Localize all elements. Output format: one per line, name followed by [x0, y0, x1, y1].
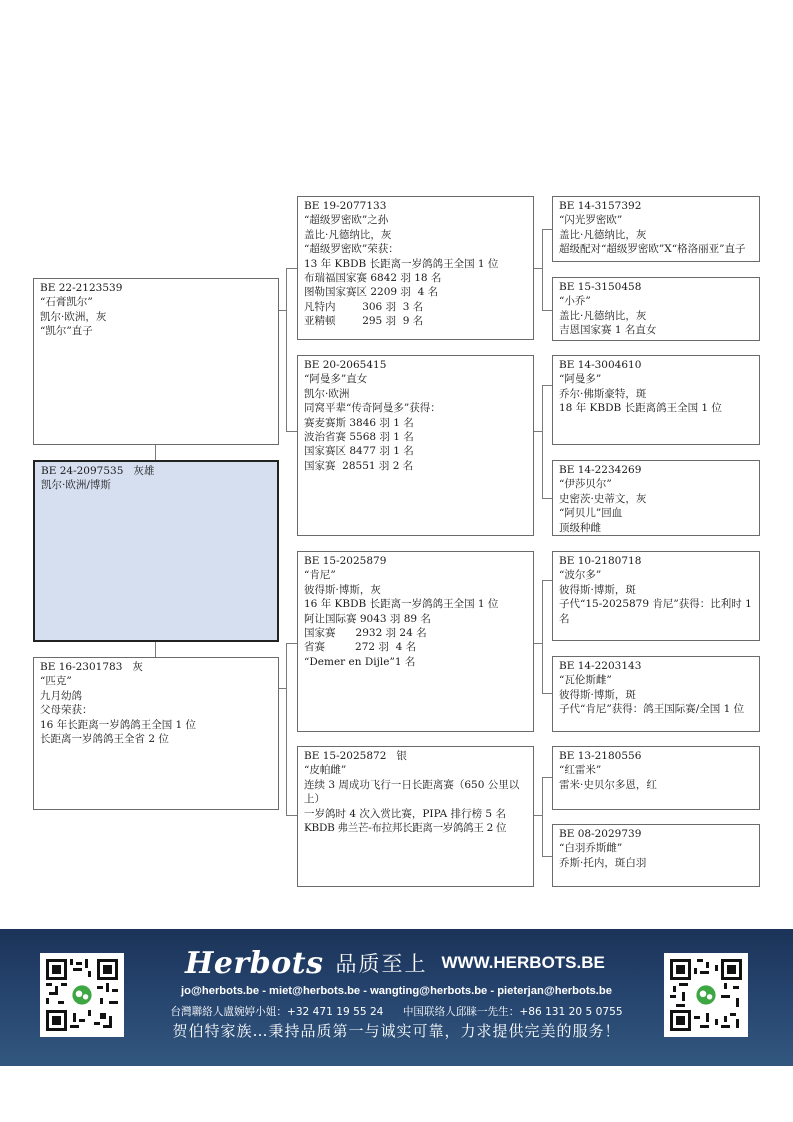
pigeon-name: “波尔多” — [559, 569, 602, 582]
motto: 贺伯特家族…秉持品质第一与诚实可靠，力求提供完美的服务！ — [172, 1022, 621, 1040]
connector — [534, 431, 542, 432]
ring-number: BE 08-2029739 — [559, 828, 642, 840]
pigeon-line: 凡特内 306 羽 3 名 — [304, 300, 424, 313]
pigeon-name: “伊莎贝尔” — [559, 478, 612, 491]
pigeon-line: 盖比·凡德纳比，灰 — [559, 228, 647, 241]
connector — [542, 777, 543, 856]
ring-number: BE 10-2180718 — [559, 555, 642, 567]
pigeon-line: 连续 3 周成功飞行一日长距离赛（650 公里以上） — [304, 778, 520, 806]
pigeon-line: 18 年 KBDB 长距离鸽王全国 1 位 — [559, 402, 722, 415]
connector — [542, 229, 543, 310]
connector — [542, 310, 552, 311]
connector — [542, 856, 552, 857]
pigeon-name: “瓦伦斯雌” — [559, 674, 612, 687]
pigeon-line: 吉恩国家赛 1 名直女 — [559, 324, 657, 337]
connector — [286, 268, 287, 431]
ring-number: BE 19-2077133 — [304, 200, 387, 212]
connector — [155, 642, 156, 657]
connector — [534, 815, 542, 816]
pedigree-dam — [33, 657, 279, 810]
pigeon-line: 史密茨·史蒂文，灰 — [559, 492, 647, 505]
connector — [286, 431, 297, 432]
pigeon-line: 子代“15-2025879 肯尼”获得：比利时 1 名 — [559, 598, 752, 625]
pigeon-line: 国家赛 2932 羽 24 名 — [304, 627, 427, 640]
pigeon-line: 凯尔·欧洲，灰 — [40, 310, 107, 323]
connector — [542, 229, 552, 230]
pigeon-line: 乔尔·佛斯豪特，斑 — [559, 387, 647, 400]
pedigree-subject — [33, 460, 279, 642]
pigeon-line: “超级罗密欧”荣获： — [304, 243, 399, 256]
pigeon-line: 彼得斯·博斯，斑 — [559, 583, 636, 596]
pigeon-line: 彼得斯·博斯，灰 — [304, 583, 381, 596]
pigeon-line: 同窝平辈“传奇阿曼多”获得： — [304, 402, 441, 415]
pigeon-name: “肯尼” — [304, 569, 336, 582]
pedigree-ddd — [552, 824, 760, 887]
pigeon-line: 乔斯·托内，斑白羽 — [559, 856, 647, 869]
pedigree-sds — [552, 355, 760, 445]
pigeon-line: 13 年 KBDB 长距离一岁鸽鸽王全国 1 位 — [304, 257, 499, 270]
connector — [542, 385, 552, 386]
brand-logo: Herbots — [185, 945, 324, 981]
connector — [286, 268, 297, 269]
brand-header — [185, 943, 615, 983]
connector — [542, 580, 543, 693]
pigeon-line: 布瑞福国家赛 6842 羽 18 名 — [304, 272, 442, 285]
pigeon-line: 16 年长距离一岁鸽鸽王全国 1 位 — [40, 718, 197, 731]
pedigree-sdd — [552, 460, 760, 536]
pigeon-name: “阿曼多” — [559, 373, 602, 386]
pigeon-name: “皮帕雌” — [304, 764, 347, 777]
pigeon-line: 省赛 272 羽 4 名 — [304, 641, 417, 654]
pigeon-line: 凯尔·欧洲/博斯 — [41, 479, 111, 492]
brand-slogan: 品质至上 — [335, 952, 428, 976]
pigeon-line: “凯尔”直子 — [40, 325, 93, 338]
pigeon-name: “白羽乔斯雌” — [559, 842, 623, 855]
qr-code-icon — [664, 953, 748, 1037]
pigeon-line: 赛麦赛斯 3846 羽 1 名 — [304, 416, 414, 429]
pigeon-name: “超级罗密欧”之孙 — [304, 214, 389, 227]
pigeon-line: 彼得斯·博斯，斑 — [559, 688, 636, 701]
ring-number: BE 15-2025879 — [304, 555, 387, 567]
connector — [155, 445, 156, 460]
connector — [542, 580, 552, 581]
pigeon-line: 一岁鸽时 4 次入赏比赛，PIPA 排行榜 5 名 — [304, 807, 506, 820]
website-link[interactable]: WWW.HERBOTS.BE — [441, 953, 605, 972]
ring-number: BE 15-2025872 银 — [304, 750, 407, 762]
connector — [286, 815, 297, 816]
pedigree-ssd — [552, 277, 760, 341]
ring-number: BE 22-2123539 — [40, 282, 123, 294]
pedigree-sire-sire — [297, 196, 534, 340]
pigeon-line: 超级配对“超级罗密欧”X“格洛丽亚”直子 — [559, 243, 746, 256]
ring-number: BE 14-2234269 — [559, 464, 642, 476]
pigeon-line: “Demer en Dijle”1 名 — [304, 655, 416, 668]
connector — [542, 498, 552, 499]
pedigree-dam-dam — [297, 746, 534, 887]
footer-banner — [0, 929, 793, 1066]
pedigree-dds — [552, 746, 760, 810]
pigeon-line: 子代“肯尼”获得：鸽王国际赛/全国 1 位 — [559, 703, 745, 716]
pigeon-name: “红雷米” — [559, 764, 602, 777]
pigeon-line: 九月幼鸽 — [40, 689, 82, 702]
pedigree-sss — [552, 196, 760, 262]
pigeon-line: 图勒国家赛区 2209 羽 4 名 — [304, 286, 439, 299]
connector — [286, 643, 287, 815]
connector — [279, 310, 286, 311]
ring-number: BE 13-2180556 — [559, 750, 642, 762]
pedigree-dsd — [552, 656, 760, 732]
pedigree-dss — [552, 551, 760, 641]
pigeon-name: “匹克” — [40, 675, 72, 688]
ring-number: BE 16-2301783 灰 — [40, 661, 143, 673]
ring-number: BE 15-3150458 — [559, 281, 642, 293]
connector — [534, 268, 542, 269]
contact-taiwan: 台灣聯絡人盧婉婷小姐：+32 471 19 55 24 — [170, 1006, 384, 1018]
ring-number: BE 14-3157392 — [559, 200, 642, 212]
pigeon-line: 16 年 KBDB 长距离一岁鸽鸽王全国 1 位 — [304, 598, 499, 611]
pigeon-line: 盖比·凡德纳比，灰 — [559, 309, 647, 322]
pigeon-name: “小乔” — [559, 295, 591, 308]
pigeon-line: 父母荣获： — [40, 704, 93, 717]
pigeon-name: “闪光罗密欧” — [559, 214, 623, 227]
pigeon-line: 阿让国际赛 9043 羽 89 名 — [304, 612, 431, 625]
connector — [534, 643, 542, 644]
pigeon-line: 凯尔·欧洲 — [304, 387, 350, 400]
pigeon-line: 长距离一岁鸽鸽王全省 2 位 — [40, 733, 169, 746]
pigeon-line: 波治省赛 5568 羽 1 名 — [304, 431, 414, 444]
pigeon-line: 雷米·史贝尔多恩，红 — [559, 778, 657, 791]
pigeon-name: “阿曼多”直女 — [304, 373, 368, 386]
pigeon-line: KBDB 弗兰芒-布拉邦长距离一岁鸽鸽王 2 位 — [304, 822, 507, 835]
pigeon-line: 亚精顿 295 羽 9 名 — [304, 315, 424, 328]
pedigree-sire-dam — [297, 355, 534, 536]
connector — [286, 643, 297, 644]
email-list[interactable]: jo@herbots.be - miet@herbots.be - wangting@herbots.be - pieterjan@herbots.be — [181, 985, 612, 997]
ring-number: BE 14-3004610 — [559, 359, 642, 371]
pigeon-line: 国家赛 28551 羽 2 名 — [304, 459, 414, 472]
qr-code-icon — [670, 959, 742, 1031]
ring-number: BE 24-2097535 灰雄 — [41, 465, 155, 477]
connector — [542, 385, 543, 498]
connector — [542, 777, 552, 778]
connector — [279, 688, 286, 689]
connector — [542, 693, 552, 694]
pigeon-line: 盖比·凡德纳比，灰 — [304, 228, 392, 241]
pigeon-name: “石膏凯尔” — [40, 296, 93, 309]
pigeon-line: 国家赛区 8477 羽 1 名 — [304, 445, 414, 458]
pigeon-line: 顶级种雌 — [559, 521, 601, 534]
pedigree-sire — [33, 278, 279, 445]
pigeon-line: “阿贝儿”回血 — [559, 507, 623, 520]
contact-china: 中国联络人邱睐一先生：+86 131 20 5 0755 — [402, 1006, 623, 1018]
ring-number: BE 20-2065415 — [304, 359, 387, 371]
pedigree-dam-sire — [297, 551, 534, 732]
ring-number: BE 14-2203143 — [559, 660, 642, 672]
